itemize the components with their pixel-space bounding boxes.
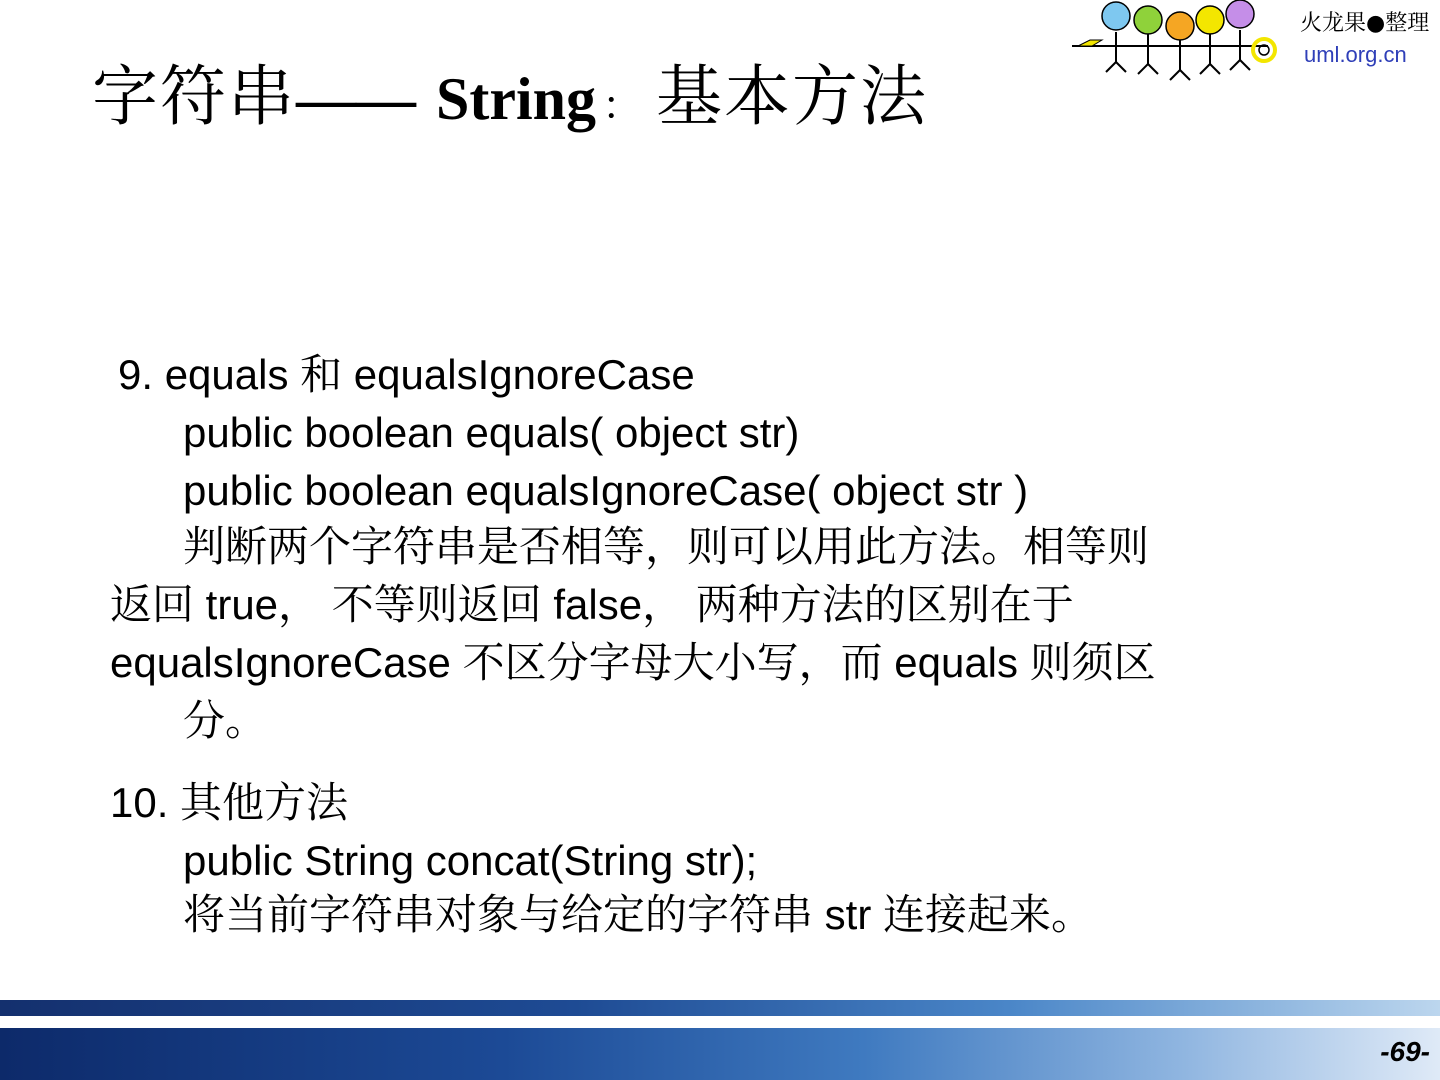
logo [1068, 0, 1440, 92]
description-line-4: 分。 [183, 697, 268, 744]
footer-band-bottom [0, 1028, 1440, 1080]
code-line-concat: public String concat(String str); [183, 837, 758, 884]
footer-band-top [0, 1000, 1440, 1016]
item-10-heading: 10. 其他方法 [110, 779, 349, 826]
title-english: String [436, 66, 597, 132]
description-line-2: 返回 true， 不等则返回 false， 两种方法的区别在于 [110, 581, 1074, 628]
code-line-equals-ignore-case: public boolean equalsIgnoreCase( object str ) [183, 467, 1029, 514]
title-dash: —— [296, 66, 416, 132]
code-line-equals: public boolean equals( object str) [183, 409, 800, 456]
description-line-3: equalsIgnoreCase 不区分字母大小写，而 equals 则须区 [110, 639, 1156, 686]
item-9-heading: 9. equals 和 equalsIgnoreCase [118, 351, 695, 398]
footer-band-gap [0, 1016, 1440, 1028]
title-chinese: 字符串 [92, 58, 296, 135]
stick-figure-balloons-icon [1068, 0, 1300, 92]
logo-label: 火龙果●整理 [1300, 11, 1430, 36]
title-colon: ： [602, 83, 643, 129]
description-line-1: 判断两个字符串是否相等，则可以用此方法。相等则 [183, 523, 1150, 570]
concat-description: 将当前字符串对象与给定的字符串 str 连接起来。 [183, 891, 1093, 938]
slide-title [92, 52, 928, 142]
page-number: -69- [1380, 1036, 1430, 1067]
logo-url: uml.org.cn [1304, 42, 1407, 67]
title-subtitle: 基本方法 [656, 58, 929, 135]
